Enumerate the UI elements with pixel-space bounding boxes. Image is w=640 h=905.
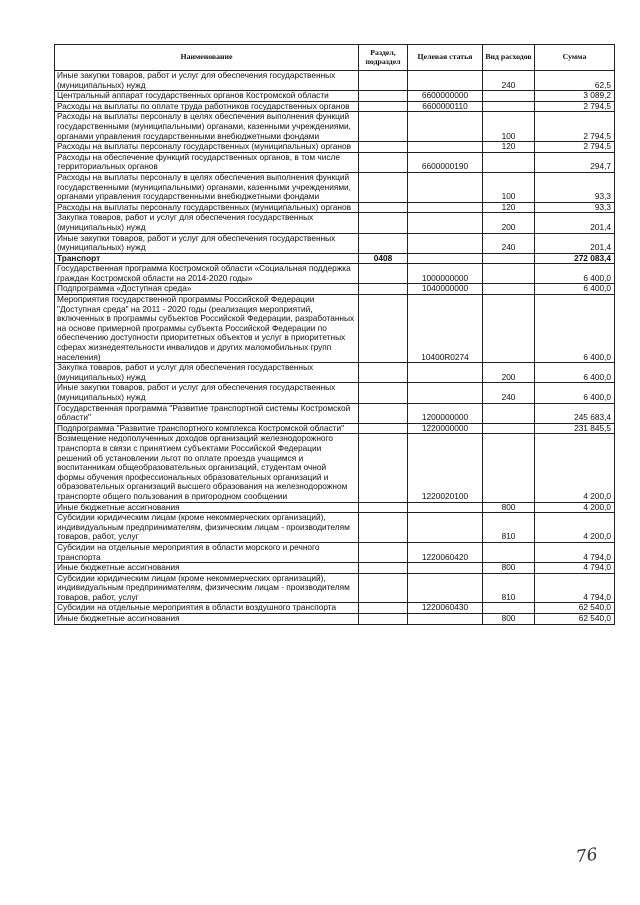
cell-name: Субсидии юридическим лицам (кроме некоммерческих организаций), индивидуальным предпринимателям, физическим лицам - производителям товаров, работ, услуг [55, 573, 359, 603]
cell-summa: 6 400,0 [535, 383, 615, 403]
cell-vid: 200 [483, 213, 535, 233]
cell-vid: 240 [483, 383, 535, 403]
table-row [55, 434, 615, 502]
cell-name: Иные закупки товаров, работ и услуг для обеспечения государственных (муниципальных) нужд [55, 383, 359, 403]
cell-name: Иные закупки товаров, работ и услуг для обеспечения государственных (муниципальных) нужд [55, 71, 359, 91]
cell-vid [483, 91, 535, 102]
cell-summa: 4 200,0 [535, 434, 615, 502]
cell-vid [483, 542, 535, 562]
cell-celevaya: 10400R0274 [408, 295, 483, 363]
header-razdel: Раздел, подраздел [359, 45, 408, 71]
cell-name: Подпрограмма "Развитие транспортного комплекса Костромской области" [55, 423, 359, 434]
cell-name: Расходы на обеспечение функций государственных органов, в том числе территориальных органов [55, 152, 359, 172]
cell-celevaya [408, 112, 483, 142]
table-row [55, 603, 615, 614]
table-row [55, 423, 615, 434]
cell-razdel [359, 563, 408, 574]
cell-vid [483, 403, 535, 423]
cell-summa: 4 200,0 [535, 502, 615, 513]
table-row [55, 363, 615, 383]
cell-razdel [359, 172, 408, 202]
table-row [55, 403, 615, 423]
cell-vid [483, 423, 535, 434]
cell-summa: 6 400,0 [535, 295, 615, 363]
cell-razdel [359, 363, 408, 383]
table-row [55, 233, 615, 253]
cell-razdel [359, 101, 408, 112]
cell-summa: 2 794,5 [535, 142, 615, 153]
header-vid: Вид расходов [483, 45, 535, 71]
table-row [55, 284, 615, 295]
table-row [55, 152, 615, 172]
cell-celevaya [408, 253, 483, 264]
cell-razdel [359, 142, 408, 153]
cell-celevaya [408, 213, 483, 233]
table-header-row [55, 45, 615, 71]
cell-celevaya [408, 614, 483, 625]
cell-name: Субсидии на отдельные мероприятия в области воздушного транспорта [55, 603, 359, 614]
budget-table-sheet [54, 44, 614, 625]
cell-vid [483, 152, 535, 172]
cell-celevaya [408, 383, 483, 403]
cell-summa: 4 794,0 [535, 542, 615, 562]
table-row [55, 502, 615, 513]
cell-vid [483, 603, 535, 614]
cell-vid: 800 [483, 614, 535, 625]
cell-name: Государственная программа "Развитие транспортной системы Костромской области" [55, 403, 359, 423]
cell-name: Расходы на выплаты по оплате труда работников государственных органов [55, 101, 359, 112]
cell-name: Государственная программа Костромской области «Социальная поддержка граждан Костромской области на 2014-2020 годы» [55, 264, 359, 284]
cell-vid [483, 101, 535, 112]
cell-name: Транспорт [55, 253, 359, 264]
cell-vid [483, 434, 535, 502]
cell-summa: 4 794,0 [535, 563, 615, 574]
cell-summa: 2 794,5 [535, 101, 615, 112]
cell-razdel: 0408 [359, 253, 408, 264]
cell-name: Закупка товаров, работ и услуг для обеспечения государственных (муниципальных) нужд [55, 363, 359, 383]
cell-celevaya [408, 142, 483, 153]
table-row [55, 295, 615, 363]
cell-name: Субсидии на отдельные мероприятия в области морского и речного транспорта [55, 542, 359, 562]
page-number: 76 [574, 844, 599, 868]
cell-name: Иные бюджетные ассигнования [55, 502, 359, 513]
cell-razdel [359, 603, 408, 614]
cell-vid: 810 [483, 513, 535, 543]
cell-razdel [359, 213, 408, 233]
cell-razdel [359, 403, 408, 423]
cell-razdel [359, 71, 408, 91]
table-row [55, 112, 615, 142]
table-row [55, 91, 615, 102]
cell-celevaya [408, 202, 483, 213]
cell-name: Центральный аппарат государственных органов Костромской области [55, 91, 359, 102]
cell-name: Иные закупки товаров, работ и услуг для обеспечения государственных (муниципальных) нужд [55, 233, 359, 253]
table-row [55, 101, 615, 112]
budget-table [54, 44, 615, 625]
cell-razdel [359, 112, 408, 142]
cell-razdel [359, 91, 408, 102]
cell-razdel [359, 502, 408, 513]
cell-summa: 6 400,0 [535, 264, 615, 284]
cell-vid [483, 284, 535, 295]
cell-name: Расходы на выплаты персоналу в целях обеспечения выполнения функций государственными (муниципальными) органами, казенными учреждениями, органами управления государственными внебюджетными фондами [55, 172, 359, 202]
cell-vid: 100 [483, 112, 535, 142]
cell-celevaya: 6600000110 [408, 101, 483, 112]
table-row [55, 202, 615, 213]
cell-celevaya [408, 233, 483, 253]
cell-name: Субсидии юридическим лицам (кроме некоммерческих организаций), индивидуальным предпринимателям, физическим лицам - производителям товаров, работ, услуг [55, 513, 359, 543]
cell-summa: 245 683,4 [535, 403, 615, 423]
header-name: Наименование [55, 45, 359, 71]
cell-summa: 231 845,5 [535, 423, 615, 434]
cell-summa: 294,7 [535, 152, 615, 172]
cell-celevaya [408, 573, 483, 603]
cell-summa: 4 200,0 [535, 513, 615, 543]
cell-summa: 62 540,0 [535, 614, 615, 625]
cell-summa: 62 540,0 [535, 603, 615, 614]
cell-summa: 62,5 [535, 71, 615, 91]
cell-summa: 93,3 [535, 172, 615, 202]
table-row [55, 383, 615, 403]
cell-vid: 240 [483, 233, 535, 253]
cell-razdel [359, 542, 408, 562]
cell-razdel [359, 152, 408, 172]
table-row [55, 513, 615, 543]
cell-summa: 201,4 [535, 233, 615, 253]
cell-razdel [359, 513, 408, 543]
cell-name: Расходы на выплаты персоналу государственных (муниципальных) органов [55, 202, 359, 213]
cell-celevaya [408, 172, 483, 202]
cell-razdel [359, 233, 408, 253]
table-row [55, 172, 615, 202]
cell-name: Иные бюджетные ассигнования [55, 563, 359, 574]
cell-vid: 120 [483, 142, 535, 153]
cell-vid: 810 [483, 573, 535, 603]
cell-celevaya: 1200000000 [408, 403, 483, 423]
table-row [55, 264, 615, 284]
cell-summa: 3 089,2 [535, 91, 615, 102]
cell-vid: 200 [483, 363, 535, 383]
cell-razdel [359, 284, 408, 295]
cell-vid: 240 [483, 71, 535, 91]
cell-vid: 100 [483, 172, 535, 202]
cell-celevaya [408, 363, 483, 383]
cell-vid: 120 [483, 202, 535, 213]
cell-summa: 201,4 [535, 213, 615, 233]
header-celevaya: Целевая статья [408, 45, 483, 71]
cell-celevaya: 1220060420 [408, 542, 483, 562]
cell-razdel [359, 202, 408, 213]
cell-razdel [359, 295, 408, 363]
table-row [55, 213, 615, 233]
cell-razdel [359, 614, 408, 625]
header-summa: Сумма [535, 45, 615, 71]
cell-razdel [359, 423, 408, 434]
table-row [55, 573, 615, 603]
cell-name: Расходы на выплаты персоналу государственных (муниципальных) органов [55, 142, 359, 153]
table-row [55, 542, 615, 562]
cell-name: Возмещение недополученных доходов организаций железнодорожного транспорта в связи с принятием субъектами Российской Федерации решений об установлении льгот по оплате проезда учащимся и воспитанникам общеобразовательных организаций, студентам очной формы обучения профессиональных образовательных организаций и образовательных организаций высшего образования на железнодорожном транспорте общего пользования в пригородном сообщении [55, 434, 359, 502]
table-row [55, 563, 615, 574]
cell-celevaya: 6600000190 [408, 152, 483, 172]
cell-celevaya [408, 563, 483, 574]
table-row [55, 71, 615, 91]
cell-summa: 2 794,5 [535, 112, 615, 142]
cell-summa: 4 794,0 [535, 573, 615, 603]
cell-name: Мероприятия государственной программы Российской Федерации "Доступная среда" на 2011 - 2020 годы (реализация мероприятий, включенных в программы субъектов Российской Федерации, разработанных на основе примерной программы субъекта Российской Федерации по обеспечению доступности приоритетных объектов и услуг в приоритетных сферах жизнедеятельности инвалидов и других маломобильных групп населения) [55, 295, 359, 363]
cell-name: Закупка товаров, работ и услуг для обеспечения государственных (муниципальных) нужд [55, 213, 359, 233]
table-row [55, 253, 615, 264]
cell-celevaya [408, 502, 483, 513]
cell-celevaya: 1220000000 [408, 423, 483, 434]
cell-summa: 6 400,0 [535, 284, 615, 295]
cell-celevaya [408, 513, 483, 543]
cell-summa: 6 400,0 [535, 363, 615, 383]
cell-celevaya: 1220020100 [408, 434, 483, 502]
cell-celevaya: 1040000000 [408, 284, 483, 295]
cell-vid [483, 253, 535, 264]
cell-razdel [359, 573, 408, 603]
cell-vid: 800 [483, 502, 535, 513]
cell-celevaya: 6600000000 [408, 91, 483, 102]
cell-name: Подпрограмма «Доступная среда» [55, 284, 359, 295]
cell-razdel [359, 383, 408, 403]
cell-summa: 272 083,4 [535, 253, 615, 264]
cell-vid: 800 [483, 563, 535, 574]
cell-celevaya [408, 71, 483, 91]
cell-celevaya: 1220060430 [408, 603, 483, 614]
cell-name: Иные бюджетные ассигнования [55, 614, 359, 625]
cell-razdel [359, 434, 408, 502]
cell-summa: 93,3 [535, 202, 615, 213]
table-body [55, 71, 615, 625]
cell-vid [483, 295, 535, 363]
cell-razdel [359, 264, 408, 284]
cell-celevaya: 1000000000 [408, 264, 483, 284]
cell-name: Расходы на выплаты персоналу в целях обеспечения выполнения функций государственными (муниципальными) органами, казенными учреждениями, органами управления государственными внебюджетными фондами [55, 112, 359, 142]
table-row [55, 142, 615, 153]
cell-vid [483, 264, 535, 284]
table-row [55, 614, 615, 625]
